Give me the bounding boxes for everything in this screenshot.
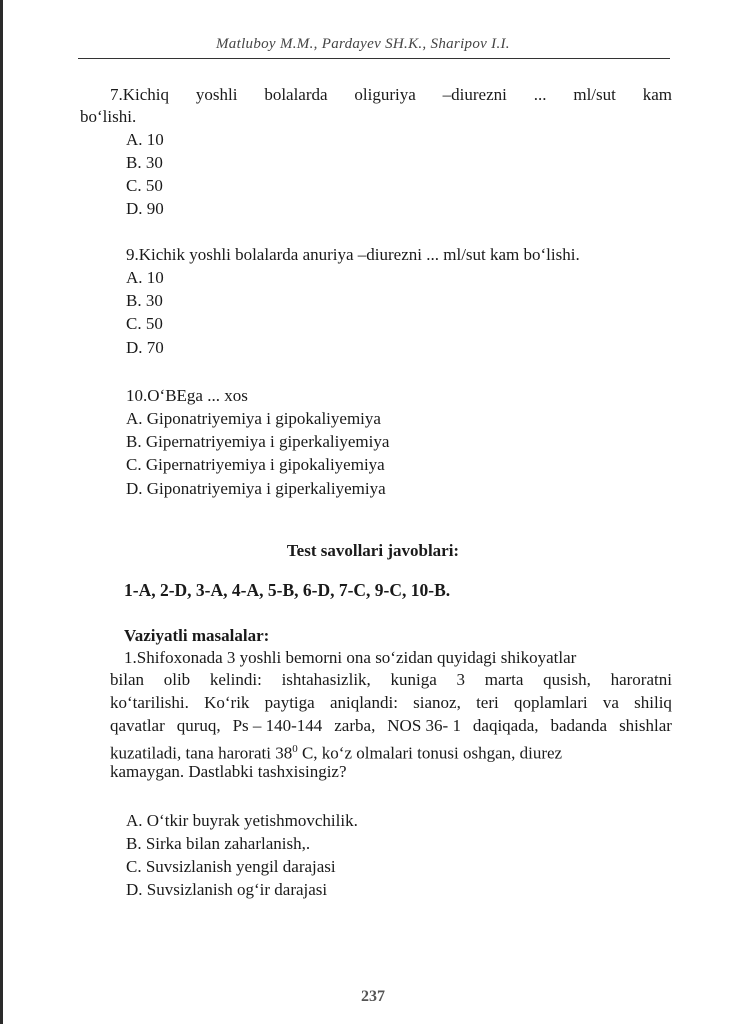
case1-word: badanda: [550, 716, 608, 735]
q9-option-a: A. 10: [126, 268, 164, 287]
header-rule: [78, 58, 670, 59]
cases-title: Vaziyatli masalalar:: [124, 626, 270, 645]
case1-word: kuniga: [390, 670, 437, 689]
case1-word: bilan: [110, 670, 144, 689]
q7-word: kam: [642, 85, 672, 104]
case1-word: aniqlandi:: [329, 693, 398, 712]
answers-title: Test savollari javoblari:: [286, 541, 460, 560]
q9-option-d: D. 70: [126, 338, 164, 357]
case1-option-c: C. Suvsizlanish yengil darajasi: [126, 857, 336, 876]
case1-word: zarba,: [334, 716, 376, 735]
running-header: Matluboy M.M., Pardayev SH.K., Sharipov I.I.: [216, 36, 510, 52]
case1-word: qavatlar: [110, 716, 165, 735]
q9-option-c: C. 50: [126, 314, 163, 333]
q7-word: 7.Kichiq: [110, 85, 170, 104]
case1-word: kelindi:: [209, 670, 262, 689]
case1-word: qusish,: [543, 670, 591, 689]
case1-word: teri: [476, 693, 499, 712]
case1-word: daqiqada,: [472, 716, 539, 735]
q7-option-c: C. 50: [126, 176, 163, 195]
case1-word: quruq,: [176, 716, 221, 735]
q7-word: oliguriya: [354, 85, 416, 104]
case1-line1: 1.Shifoxonada 3 yoshli bemorni ona so‘zidan quyidagi shikoyatlar: [124, 648, 577, 667]
q7-word: –diurezni: [442, 85, 507, 104]
case1-word: ko‘tarilishi.: [110, 693, 189, 712]
case1-word: NOS 36- 1: [387, 716, 461, 735]
case1-word: 3: [456, 670, 466, 689]
q10-stem: 10.O‘BEga ... xos: [126, 386, 248, 405]
q7-stem-line1: [110, 84, 672, 106]
case1-word: ishtahasizlik,: [281, 670, 371, 689]
page-number: 237: [361, 988, 385, 1005]
case1-line4: [110, 715, 672, 737]
case1-word: olib: [163, 670, 191, 689]
answers-key: 1-A, 2-D, 3-A, 4-A, 5-B, 6-D, 7-C, 9-C, 10-B.: [124, 580, 451, 600]
q9-stem: 9.Kichik yoshli bolalarda anuriya –diurezni ... ml/sut kam bo‘lishi.: [126, 245, 580, 264]
case1-line6: kamaygan. Dastlabki tashxisingiz?: [110, 762, 347, 781]
q7-option-a: A. 10: [126, 130, 164, 149]
q10-option-b: B. Gipernatriyemiya i giperkaliyemiya: [126, 432, 390, 451]
case1-word: Ko‘rik: [204, 693, 250, 712]
case1-line5-suffix: C, ko‘z olmalari tonusi oshgan, diurez: [297, 743, 563, 763]
case1-word: Ps – 140-144: [232, 716, 323, 735]
scan-edge-shadow: [0, 0, 3, 1024]
case1-word: shiliq: [634, 693, 672, 712]
case1-option-a: A. O‘tkir buyrak yetishmovchilik.: [126, 811, 358, 830]
case1-word: haroratni: [610, 670, 672, 689]
q7-word: yoshli: [195, 85, 238, 104]
case1-word: va: [602, 693, 619, 712]
case1-option-d: D. Suvsizlanish og‘ir darajasi: [126, 880, 328, 899]
degree-superscript: 0: [292, 743, 298, 755]
q7-word: bolalarda: [264, 85, 328, 104]
q7-word: ...: [533, 85, 547, 104]
case1-line2: [110, 669, 672, 691]
case1-option-b: B. Sirka bilan zaharlanish,.: [126, 834, 311, 853]
q7-option-b: B. 30: [126, 153, 163, 172]
q10-option-a: A. Giponatriyemiya i gipokaliyemiya: [126, 409, 381, 428]
case1-word: shishlar: [619, 716, 672, 735]
case1-line3: [110, 692, 672, 714]
case1-word: marta: [484, 670, 524, 689]
case1-word: sianoz,: [413, 693, 461, 712]
q10-option-c: C. Gipernatriyemiya i gipokaliyemiya: [126, 455, 385, 474]
q7-word: ml/sut: [573, 85, 616, 104]
q9-option-b: B. 30: [126, 291, 163, 310]
case1-word: paytiga: [264, 693, 315, 712]
case1-line5-prefix: kuzatiladi, tana harorati 38: [110, 743, 293, 763]
case1-word: qoplamlari: [513, 693, 588, 712]
q10-option-d: D. Giponatriyemiya i giperkaliyemiya: [126, 479, 386, 498]
q7-option-d: D. 90: [126, 199, 164, 218]
q7-stem-line2: bo‘lishi.: [80, 107, 137, 126]
